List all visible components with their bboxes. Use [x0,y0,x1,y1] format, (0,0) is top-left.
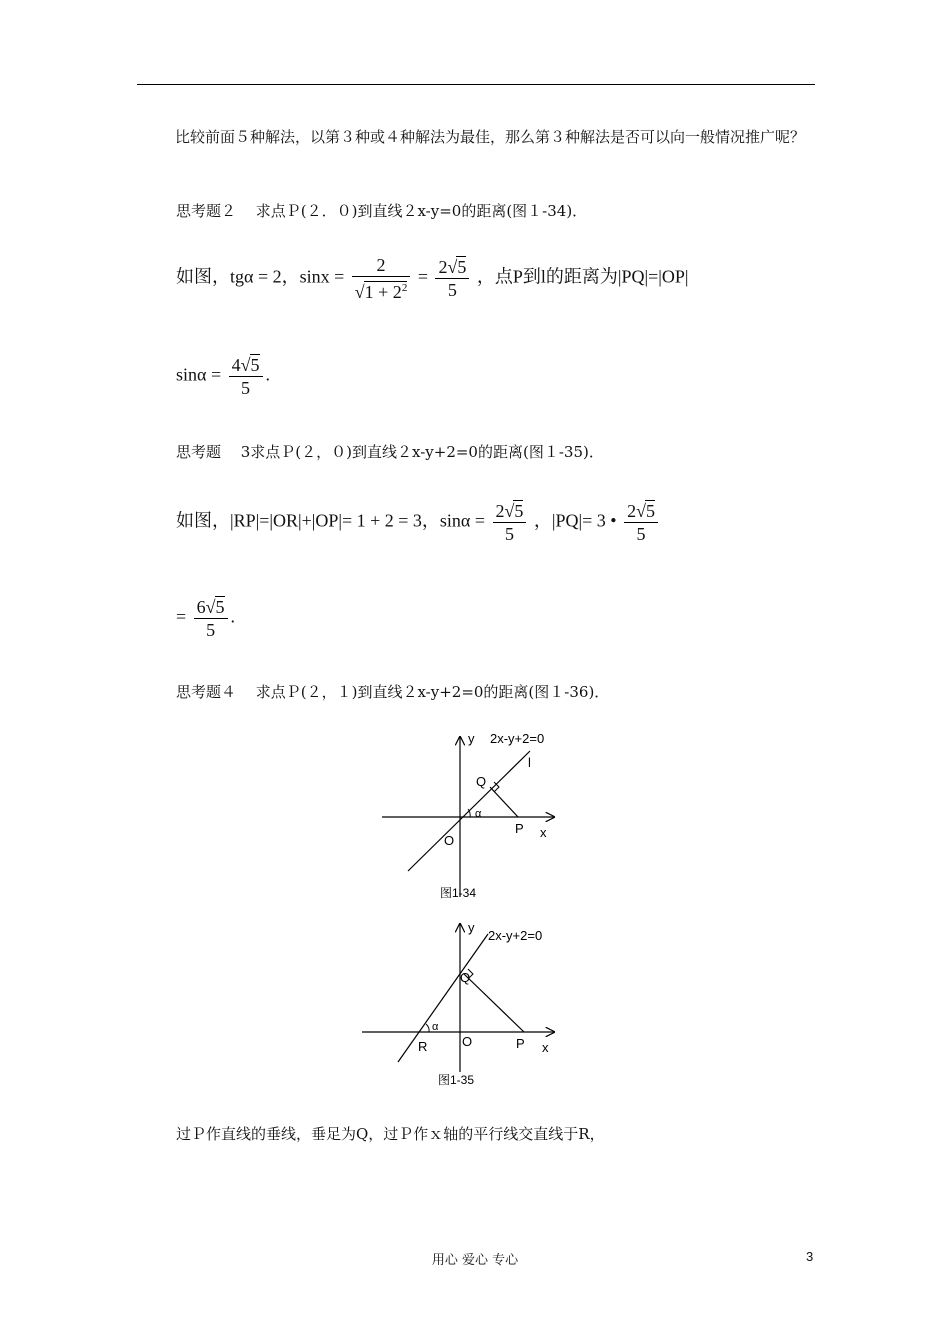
equals-sign: = [417,266,428,287]
eq-text: 如图，tg [176,266,245,287]
exponent: 2 [401,282,408,294]
fraction-numerator: 6√5 [194,596,228,619]
fraction-2-sqrt5-over-5 [493,500,527,545]
alpha-symbol: α [244,266,254,287]
label-Q: Q [460,970,471,985]
period: . [230,606,236,627]
alpha-symbol: α [460,510,471,531]
label-x: x [542,1040,549,1055]
header-rule [137,84,815,85]
fraction-denominator: 5 [206,620,216,640]
figure-caption: 图1-35 [438,1073,475,1087]
fraction-denominator: $√1 + 2^2$ [354,282,408,302]
label-O: O [462,1034,473,1049]
label-R: R [418,1039,428,1054]
equals-sign: = [176,606,187,627]
eq-text: ，点P到l的距离为|PQ|=|OP| [476,266,689,287]
fraction-2-over-sqrt [352,254,411,303]
fraction-2-sqrt5-over-5 [435,256,469,301]
fraction-numerator: 2√5 [624,500,658,523]
label-x: x [540,825,547,840]
problem-3-equation-1 [176,500,661,545]
problem-4-title: 思考题４ 求点Ｐ(２，１)到直线２x-y+2=0的距离(图１-36)． [176,683,610,701]
label-alpha: α [475,808,482,820]
figure-1-35 [352,918,572,1096]
page-footer: 用心 爱心 专心 [431,1253,519,1268]
problem-3-title: 思考题 3求点Ｐ(２，０)到直线２x-y+2=0的距离(图１-35)． [176,443,604,461]
eq-text: = 2，sinx = [257,266,345,287]
label-line-equation: 2x-y+2=0 [490,731,545,746]
fraction-denominator: 5 [636,524,646,544]
fraction-numerator: 4√5 [229,354,263,377]
equals-sign: = [474,510,486,531]
problem-2-equation-2 [176,354,270,399]
multiply-dot: • [610,510,617,531]
problem-2-title: 思考题２ 求点Ｐ(２．０)到直线２x-y=0的距离(图１-34)． [176,202,588,220]
label-l: l [528,755,531,770]
label-alpha: α [432,1021,439,1033]
angle-arc [426,1024,429,1032]
fraction-numerator: 2 [352,254,411,277]
radicand: 1 + 2 [364,282,402,302]
label-y: y [468,920,475,935]
fraction-6-sqrt5-over-5 [194,596,228,641]
problem-3-equation-2 [176,596,235,641]
problem-2-equation-1 [176,254,688,303]
page-number: 3 [806,1249,814,1264]
perpendicular-PQ [464,974,524,1032]
label-y: y [468,731,475,746]
label-Q: Q [476,774,487,789]
label-P: P [516,1036,525,1051]
equals-sign: = [210,364,222,385]
fraction-denominator: 5 [504,524,514,544]
period: . [265,364,270,385]
eq-text: ，|PQ|= 3 [533,510,606,531]
fraction-4-sqrt5-over-5 [229,354,263,399]
eq-text: 如图，|RP|=|OR|+|OP|= 1 + 2 = 3，sin [176,510,461,531]
intro-paragraph: 比较前面５种解法，以第３种或４种解法为最佳，那么第３种解法是否可以向一般情况推广呢？ [175,128,806,146]
figure-1-34-diagram [372,725,572,905]
label-P: P [515,821,524,836]
eq-text: sin [176,364,198,385]
fraction-denominator: 5 [447,280,457,300]
closing-paragraph: 过Ｐ作直线的垂线，垂足为Q，过Ｐ作ｘ轴的平行线交直线于R， [176,1125,605,1143]
figure-1-34 [372,725,572,909]
label-O: O [444,833,455,848]
figure-1-35-diagram [352,918,572,1092]
fraction-2-sqrt5-over-5 [624,500,658,545]
fraction-numerator: 2√5 [435,256,469,279]
fraction-numerator: 2√5 [493,500,527,523]
alpha-symbol: α [197,364,207,385]
fraction-denominator: 5 [241,378,251,398]
line-2x-y+2 [398,934,488,1062]
figure-caption: 图1-34 [440,886,477,900]
label-line-equation: 2x-y+2=0 [488,928,543,943]
